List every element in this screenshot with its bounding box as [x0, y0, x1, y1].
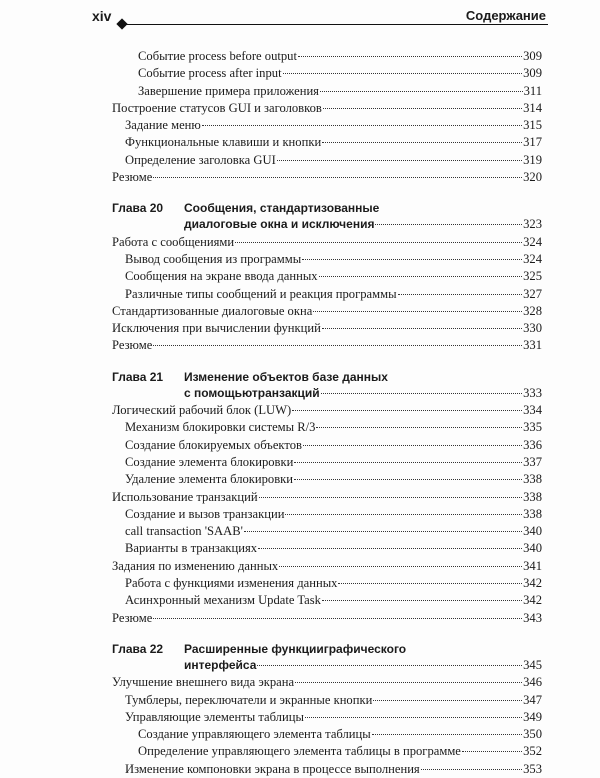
dot-leader: [303, 445, 522, 446]
toc-entry-title: Резюме: [112, 338, 153, 353]
toc-entry-page: 343: [523, 610, 542, 625]
chapter-page: 333: [523, 385, 542, 400]
toc-entry-page: 325: [523, 269, 542, 284]
toc-entry: [112, 437, 542, 454]
chapter-title-line2: интерфейса: [184, 657, 257, 672]
toc-entry-page: 349: [523, 709, 542, 724]
dot-leader: [294, 479, 522, 480]
toc-entry-title: Задание меню: [125, 118, 201, 133]
toc-entry-title: Тумблеры, переключатели и экранные кнопки: [125, 692, 373, 707]
chapter-heading: [112, 641, 542, 657]
dot-leader: [373, 700, 522, 701]
toc-entry: [112, 83, 542, 100]
toc-entry: [112, 709, 542, 726]
dot-leader: [398, 294, 523, 295]
chapter-heading: [112, 200, 542, 216]
toc-entry: [112, 48, 542, 65]
toc-entry-title: Механизм блокировки системы R/3: [125, 420, 316, 435]
toc-entry-title: call transaction 'SAAB': [125, 524, 243, 539]
dot-leader: [322, 142, 522, 143]
toc-entry-title: Стандартизованные диалоговые окна: [112, 303, 313, 318]
toc-entry: [112, 169, 542, 186]
chapter-number: Глава 21: [112, 369, 164, 384]
toc-entry-title: Резюме: [112, 610, 153, 625]
dot-leader: [322, 600, 522, 601]
toc-entry-page: 338: [523, 472, 542, 487]
toc-entry-title: Использование транзакций: [112, 489, 258, 504]
toc-entry-page: 314: [523, 100, 542, 115]
toc-entry: [112, 523, 542, 540]
dot-leader: [372, 734, 522, 735]
toc-entry: [112, 761, 542, 778]
toc-entry: [112, 286, 542, 303]
dot-leader: [244, 531, 522, 532]
chapter-title-row: [112, 216, 542, 233]
dot-leader: [421, 769, 522, 770]
toc-entry-page: 320: [523, 170, 542, 185]
toc-entry-page: 331: [523, 338, 542, 353]
toc-entry-title: Исключения при вычислении функций: [112, 321, 321, 336]
toc-entry: [112, 540, 542, 557]
dot-leader: [153, 345, 522, 346]
dot-leader: [294, 462, 522, 463]
toc-entry-page: 309: [523, 49, 542, 63]
running-header: [90, 8, 548, 30]
toc-entry-page: 340: [523, 524, 542, 539]
page-number: xiv: [92, 8, 112, 24]
toc-entry-page: 346: [523, 675, 542, 690]
toc-entry-title: Создание блокируемых объектов: [125, 437, 302, 452]
toc-entry-title: Сообщения на экране ввода данных: [125, 269, 318, 284]
toc-entry-title: Управляющие элементы таблицы: [125, 709, 304, 724]
dot-leader: [285, 514, 522, 515]
toc-entry-title: Определение заголовка GUI: [125, 152, 276, 167]
toc-entry-title: Определение управляющего элемента таблицы в программе: [138, 744, 461, 759]
toc-entry-page: 330: [523, 321, 542, 336]
toc-entry-page: 334: [523, 403, 542, 418]
toc-entry: [112, 674, 542, 691]
toc-entry-title: Удаление элемента блокировки: [125, 472, 294, 487]
dot-leader: [313, 311, 522, 312]
toc-entry-title: Создание управляющего элемента таблицы: [138, 727, 371, 742]
dot-leader: [319, 276, 523, 277]
toc-entry: [112, 506, 542, 523]
dot-leader: [305, 717, 522, 718]
toc-entry-title: Завершение примера приложения: [138, 83, 319, 98]
toc-entry-page: 337: [523, 454, 542, 469]
toc-entry: [112, 251, 542, 268]
toc-entry: [112, 454, 542, 471]
dot-leader: [316, 427, 522, 428]
toc-entry: [112, 320, 542, 337]
chapter-title-line1: Сообщения, стандартизованные: [184, 201, 380, 216]
chapter-title-row: [112, 385, 542, 402]
toc-entry-title: Различные типы сообщений и реакция программы: [125, 286, 397, 301]
dot-leader: [322, 328, 522, 329]
chapter-number: Глава 20: [112, 201, 164, 216]
toc-entry-title: Построение статусов GUI и заголовков: [112, 100, 322, 115]
toc-entry-page: 317: [523, 135, 542, 150]
dot-leader: [258, 548, 522, 549]
dot-leader: [321, 393, 522, 394]
dot-leader: [153, 618, 522, 619]
toc-entry-title: Событие process before output: [138, 49, 297, 63]
dot-leader: [202, 125, 522, 126]
toc-entry-page: 335: [523, 420, 542, 435]
toc-entry: [112, 117, 542, 134]
toc-entry: [112, 65, 542, 82]
toc-entry: [112, 419, 542, 436]
dot-leader: [295, 682, 522, 683]
dot-leader: [279, 566, 522, 567]
toc-entry-title: Задания по изменению данных: [112, 558, 279, 573]
dot-leader: [320, 91, 523, 92]
toc-entry: [112, 303, 542, 320]
toc-entry-page: 341: [523, 558, 542, 573]
toc-entry-page: 342: [523, 576, 542, 591]
toc-entry-title: Функциональные клавиши и кнопки: [125, 135, 322, 150]
toc-entry: [112, 402, 542, 419]
toc-entry-page: 315: [523, 118, 542, 133]
toc-entry: [112, 610, 542, 627]
dot-leader: [257, 665, 522, 666]
toc-entry-page: 328: [523, 303, 542, 318]
header-rule: [122, 24, 548, 25]
dot-leader: [302, 259, 522, 260]
diamond-ornament-icon: [116, 18, 127, 29]
page-title: Содержание: [465, 8, 546, 23]
toc-entry-title: Асинхронный механизм Update Task: [125, 593, 321, 608]
toc-entry-page: 324: [523, 234, 542, 249]
toc-entry: [112, 692, 542, 709]
dot-leader: [283, 73, 523, 74]
dot-leader: [338, 583, 522, 584]
dot-leader: [292, 410, 522, 411]
toc-entry-title: Создание и вызов транзакции: [125, 506, 285, 521]
dot-leader: [323, 108, 522, 109]
toc-entry-title: Вывод сообщения из программы: [125, 251, 302, 266]
toc-entry: [112, 268, 542, 285]
toc-entry-title: Изменение компоновки экрана в процессе выполнения: [125, 761, 420, 776]
dot-leader: [153, 177, 522, 178]
toc-entry-page: 353: [523, 761, 542, 776]
chapter-title-line1: Изменение объектов базе данных: [184, 369, 388, 384]
toc-entry-page: 352: [523, 744, 542, 759]
dot-leader: [375, 224, 522, 225]
toc-entry: [112, 100, 542, 117]
dot-leader: [298, 56, 522, 57]
chapter-title-line1: Расширенные функцииграфического: [184, 641, 407, 656]
toc-entry-page: 311: [523, 83, 542, 98]
toc-entry: [112, 152, 542, 169]
chapter-number: Глава 22: [112, 641, 164, 656]
toc-entry-title: Создание элемента блокировки: [125, 454, 294, 469]
toc-entry-page: 324: [523, 251, 542, 266]
toc-entry-title: Работа с функциями изменения данных: [125, 576, 338, 591]
toc-entry-page: 336: [523, 437, 542, 452]
toc-entry: [112, 575, 542, 592]
toc-entry: [112, 471, 542, 488]
toc-entry-title: Событие process after input: [138, 66, 282, 81]
toc-entry: [112, 592, 542, 609]
chapter-heading: [112, 369, 542, 385]
toc-entry-title: Варианты в транзакциях: [125, 541, 258, 556]
toc-entry-page: 327: [523, 286, 542, 301]
chapter-title-line2: диалоговые окна и исключения: [184, 217, 375, 232]
toc-entry-title: Логический рабочий блок (LUW): [112, 403, 292, 418]
chapter-title-row: [112, 657, 542, 674]
chapter-page: 345: [523, 657, 542, 672]
toc-entry-title: Резюме: [112, 170, 153, 185]
toc-entry-page: 338: [523, 506, 542, 521]
toc-entry-title: Улучшение внешнего вида экрана: [112, 675, 295, 690]
toc-entry: [112, 726, 542, 743]
chapter-section: [112, 641, 542, 778]
toc-entry: [112, 234, 542, 251]
toc-entry-page: 350: [523, 727, 542, 742]
toc-entry-page: 309: [523, 66, 542, 81]
toc-entry-page: 338: [523, 489, 542, 504]
toc-entry-page: 342: [523, 593, 542, 608]
dot-leader: [277, 160, 522, 161]
dot-leader: [462, 751, 522, 752]
chapter-page: 323: [523, 217, 542, 232]
table-of-contents: [112, 48, 542, 778]
chapter-section: [112, 200, 542, 354]
toc-entry-page: 319: [523, 152, 542, 167]
toc-entry: [112, 743, 542, 760]
chapter-section: [112, 369, 542, 627]
toc-entry: [112, 337, 542, 354]
chapter-title-line2: с помощьютранзакций: [184, 385, 320, 400]
toc-entry: [112, 489, 542, 506]
toc-entry-title: Работа с сообщениями: [112, 234, 235, 249]
dot-leader: [259, 497, 523, 498]
toc-entry-page: 340: [523, 541, 542, 556]
toc-entry-page: 347: [523, 692, 542, 707]
toc-entry: [112, 134, 542, 151]
toc-entry: [112, 558, 542, 575]
dot-leader: [235, 242, 522, 243]
